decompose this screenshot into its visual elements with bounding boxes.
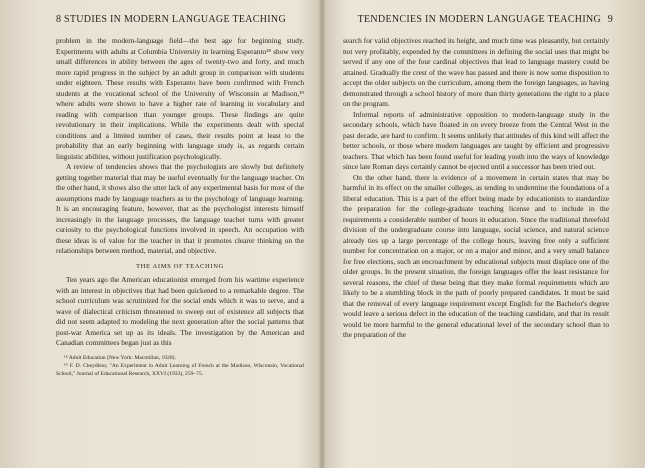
footnote: ¹⁹ F. D. Cheydleur, "An Experiment in Adult Learning of French at the Madison, Wisconsin, Vocational School," Journal of Educational Research, XXVI (1933), 259–75. [56, 362, 304, 377]
paragraph: On the other hand, there is evidence of a movement in certain states that may be harmful in its effect on the smaller colleges, as tending to undermine the foundations of a liberal education. This is a part of the effort being made by educationists to standardize the preparation for the college-graduate teaching license and to include in the requirements a considerable number of hours in education. Since the traditional threefold division of the undergraduate course into language, social science, and natural science already ties up a large percentage of the college hours, leaving free only a sufficient number for concentration on a major, or on a major and minor, and a very small balance for free elections, such an encroachment by educational subjects must displace one of the older groups. In the present situation, the foreign languages offer the least resistance for several reasons, the chief of these being that they make formal requirements which are likely to be a stumbling block in the path of poorly prepared candidates. It must be said that the removal of every language requirement except English for the Bachelor's degree would leave a serious defect in the education of the teaching candidate, and that its result would be more harmful to the general educational level of the secondary school than to the preparation of the [343, 172, 609, 339]
paragraph: A review of tendencies shows that the psychologists are slowly but definitely getting together material that may be useful eventually for the language teacher. On the other hand, it shows also the utter lack of any experimental basis for most of the assumptions made by language teachers as to the psychology of language learning. It is an encouraging feature, however, that as the psychologist interests himself increasingly in the language processes, the language teacher turns with greater curiosity to the psychological functions involved in speech. An occupation with these ideas is of value for the teacher in that it promotes clearer thinking on the relationships between method, material, and objective. [56, 162, 304, 255]
right-running-header [343, 14, 613, 26]
section-heading: THE AIMS OF TEACHING [136, 262, 224, 270]
left-page [0, 0, 320, 468]
footnote: ¹⁸ Adult Education (New York: Macmillan, 1928). [64, 354, 176, 361]
right-running-head: TENDENCIES IN MODERN LANGUAGE TEACHING [357, 14, 601, 25]
left-running-head: STUDIES IN MODERN LANGUAGE TEACHING [64, 14, 286, 25]
right-body-text [343, 36, 609, 341]
paragraph: Informal reports of administrative opposition to modern-language study in the secondary schools, which have floated in on every breeze from the Central West in the past decade, are hard to confirm. It seems unlikely that attitudes of this kind will affect the better schools, or those where modern languages are taught by efficient and progressive teachers. That which has been found useful for leading youth into the ways of knowledge since late Roman days certainly cannot be ejected until a successor has been tried out. [343, 109, 609, 171]
left-body-text [56, 36, 304, 378]
right-page-number: 9 [607, 14, 613, 25]
right-page [325, 0, 645, 468]
left-running-header [56, 14, 300, 26]
paragraph: Ten years ago the American educationist emerged from his wartime experience with an interest in objectives that had been quickened to a remarkable degree. The school curriculum was scrutinized for the social ends which it was to serve, and a wave of dialectical criticism threatened to sweep out of existence all subjects that did not seem adapted to modeling the next generation after the social patterns that post-war America set up as its ideals. The investigation by the American and Canadian committees began just as this [56, 275, 304, 347]
paragraph: search for valid objectives reached its height, and much time was pleasantly, but certainly not very profitably, expended by the committees in defining the social uses that might be served if any one of the four cardinal objectives that lead to language mastery could be attained. Gradually the crest of the wave has passed and there is now some disposition to accept the older subjects on the curriculum, among them the foreign languages, as having demonstrated through a school history of more than thirty generations the right to a place on the program. [343, 36, 609, 108]
paragraph: problem in the modern-language field—the best age for beginning study. Experiments with adults at Columbia University in learning Esperanto¹⁸ show very small differences in ability between the ages of twenty-two and forty, and much more rapid progress in the subject by an adult group in comparison with students under eighteen. These results with Esperanto have been confirmed with French students at the vocational school of the University of Wisconsin at Madison,¹⁹ where adults were shown to have a higher rate of learning in vocabulary and reading with comparison than younger groups. These findings are quite revolutionary in their implications. While the experiments dealt with special conditions and a limited number of cases, their results point at least to the probability that an early beginning with language study is, as regards certain linguistic abilities, without justification psychologically. [56, 36, 304, 161]
left-page-number: 8 [56, 14, 62, 25]
footnotes [56, 354, 304, 378]
